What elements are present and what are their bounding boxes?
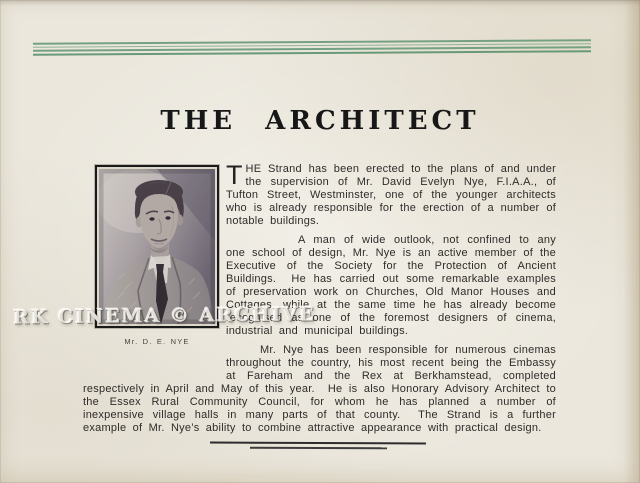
- archive-watermark: RK CINEMA © ARCHIVE: [12, 303, 316, 329]
- scan-edge-top-shadow: [0, 0, 640, 6]
- drop-cap-initial: T: [226, 160, 243, 190]
- scan-edge-shadow: [624, 0, 640, 483]
- bottom-rule-long: [210, 442, 426, 445]
- green-rule-line: [33, 50, 591, 55]
- paragraph-3: Mr. Nye has been responsible for numerous cinemas throughout the country, his most recent being the Embassy at Fareham and the Rex at Berkhamstead, completed respectively in April and May of this year. He is also Honorary Advisory Architect to the Essex Rural Community Council, for whom he has planned a number of inexpensive village halls in many parts of that county. The Strand is a further example of Mr. Nye’s ability to combine attractive appearance with practical design.: [83, 344, 556, 434]
- bottom-rule-short: [250, 447, 387, 449]
- article-body: [83, 160, 556, 441]
- page-title: THE ARCHITECT: [160, 106, 480, 136]
- paragraph-1-text: HE Strand has been erected to the plans of and under the supervision of Mr. David Evelyn Nye, F.I.A.A., of Tufton Street, Westminster, one of the younger architects who is already responsible for the erection of a number of notable buildings.: [226, 163, 556, 227]
- portrait-illustration: [99, 169, 215, 324]
- decorative-green-rules: [33, 39, 591, 57]
- paragraph-2: A man of wide outlook, not confined to any one school of design, Mr. Nye is an active member of the Executive of the Society for the Protection of Ancient Buildings. He has carried out some remarkable examples of preservation work on Churches, Old Manor Houses and Cottages, while at the same time he has already become recognised as one of the foremost designers of cinema, industrial and municipal buildings.: [226, 234, 556, 337]
- photo-caption: Mr. D. E. NYE: [124, 337, 190, 346]
- portrait-photo-frame: [95, 165, 219, 328]
